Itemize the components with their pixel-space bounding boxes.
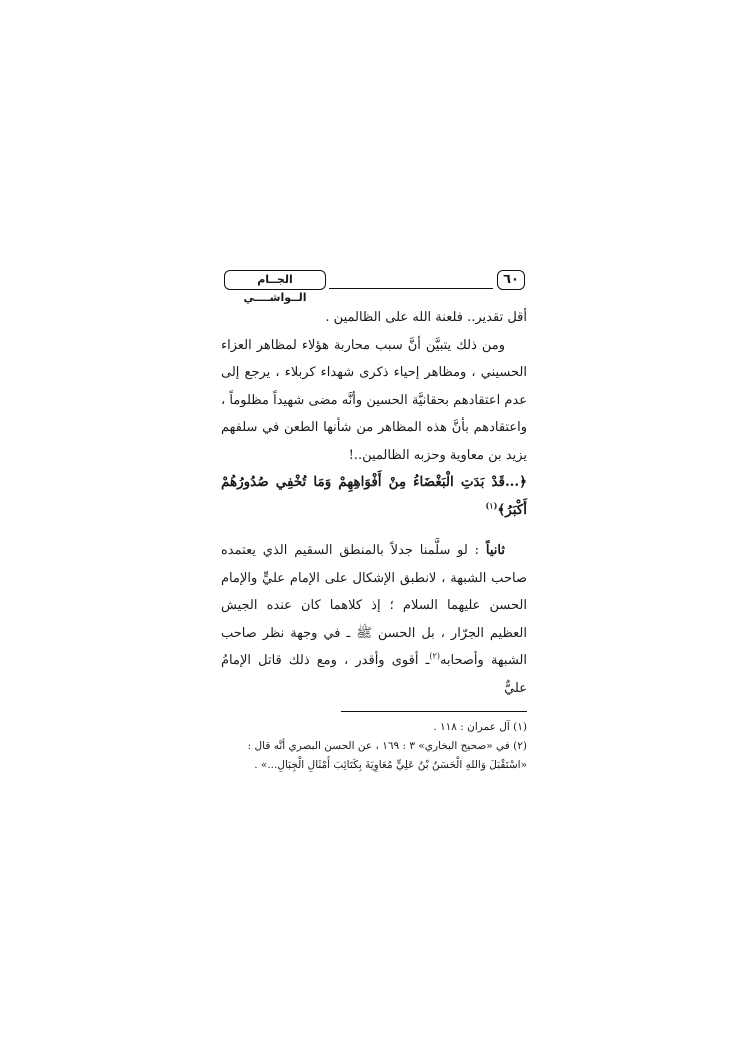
paragraph-1: أقل تقدير.. فلعنة الله على الظالمين . [325,310,527,325]
footnotes [221,718,527,775]
running-title: الجــام الــواشــــي [224,270,326,290]
footnote-ref-2: (٢) [429,651,440,661]
main-text [221,304,527,702]
quran-verse-text: ﴿...قَدْ بَدَتِ الْبَغْضَاءُ مِنْ أَفْوَاهِهِمْ وَمَا تُخْفِي صُدُورُهُمْ أَكْبَرُ﴾ [221,474,527,518]
paragraph-3 [221,537,527,702]
paragraph-3-text-b: ـ أقوى وأقدر ، ومع ذلك قاتل الإمامُ عليٌّ [221,653,527,696]
footnote-ref-1: (١) [485,500,498,510]
footnote-separator [341,711,527,712]
footnote-2-line-2: «اسْتَقْبَلَ وَاللهِ الْحَسَنُ بْنُ عَلِيٍّ مُعَاوِيَةَ بِكَتَائِبَ أَمْثَالِ الْجِبَالِ...» . [254,759,527,771]
footnote-2-line-1: (٢) في «صحيح البخاري» ٣ : ١٦٩ ، عن الحسن البصري أنَّه قال : [247,740,527,752]
page-header [221,269,527,304]
page-number: ٦٠ [497,270,525,290]
header-rule [329,288,493,289]
footnote-1: (١) آل عمران : ١١٨ . [433,721,527,733]
paragraph-2: ومن ذلك يتبيَّن أنَّ سبب محاربة هؤلاء لمظاهر العزاء الحسيني ، ومظاهر إحياء ذكرى شهداء كربلاء ، يرجع إلى عدم اعتقادهم بحقانيَّة الحسين وأنَّه مضى شهيداً مظلوماً ، واعتقادهم بأنَّ هذه المظاهر من شأنها الطعن في سلفهم يزيد بن معاوية وحزبه الظالمين..! [221,337,527,463]
paragraph-3-lead: ثانياً [485,543,505,558]
paragraph-gap [221,524,527,537]
paragraph-3-text-a: : لو سلَّمنا جدلاً بالمنطق السقيم الذي يعتمده صاحب الشبهة ، لانطبق الإشكال على الإمام عليٍّ والإمام الحسن عليهما السلام ؛ إذ كلاهما كان عنده الجيش العظيم الجرّار ، بل الحسن ﷺ ـ في وجهة نظر صاحب الشبهة وأصحابه [221,543,527,668]
quran-verse [221,469,527,524]
